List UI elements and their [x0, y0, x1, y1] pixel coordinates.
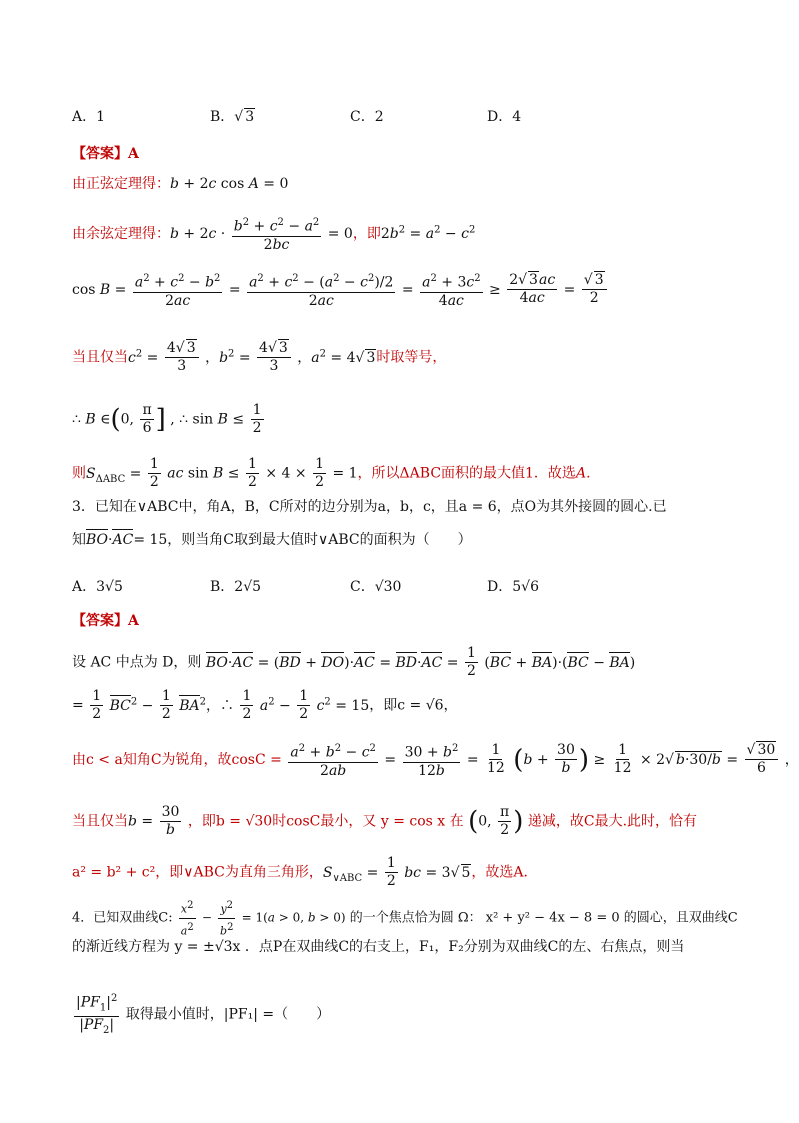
solution-line: 当且仅当$c^2$ = $\frac{4√ 3}{3}$ ，$b^2$ = $\frac{4√ 3}{3}$ ，$a^2 = 4√$ 3时取等号，	[72, 340, 447, 374]
answer-label: 【答案】A	[72, 613, 139, 629]
option-b: B．√ 3	[210, 109, 255, 125]
q3-option-d: D．5√6	[487, 579, 539, 595]
answer-label: 【答案】A	[72, 146, 139, 162]
solution-line: 由正弦定理得：b + 2c cos A = 0	[72, 176, 289, 192]
option-c: C．2	[350, 109, 384, 125]
question-4-line-3: $\frac{|PF_1|^2}{|PF_2|}$ 取得最小值时，|PF₁| =（ ）	[72, 990, 734, 1039]
question-3-line-1: 3．已知在∨ABC中，角A，B，C所对的边分别为a，b，c，且a = 6，点O为其外接圆的圆心.已	[72, 499, 667, 515]
option-a: A．1	[72, 109, 106, 125]
solution-line: ∴ B ∈(0, $\frac{\pi}{6}$ ] , ∴ sin B ≤ $\frac{1}{2}$	[72, 402, 262, 436]
solution-line: = $\frac{1}{2}$ $BC^2$ − $\frac{1}{2}$ $BA^2$，∴ $\frac{1}{2}$ $a^2$ − $\frac{1}{2}$ $c^2 = 15$，即c = √6，	[72, 688, 458, 722]
q3-option-a: A．3√5	[72, 579, 123, 595]
solution-line: cos B = $\frac{a^2 + c^2 - b^2}{2ac}$ = $\frac{a^2 + c^2 - (a^2 - c^2)/2}{2ac}$ = $\frac{a^2 + 3c^2}{4ac}$ ≥ $\frac{2√ 3ac}{4ac}$ = $\frac{√ 3}{2}$	[72, 270, 734, 310]
solution-line: 当且仅当b = $\frac{30}{b}$ ，即b = √30时cosC最小，又 y = cos x 在 (0, $\frac{\pi}{2}$ ) 递减，故C最大.此时，恰有	[72, 804, 698, 838]
q3-option-b: B．2√5	[210, 579, 262, 595]
solution-line: 则$S_{\Delta ABC}$ = $\frac{1}{2}$ ac sin B ≤ $\frac{1}{2}$ × 4 × $\frac{1}{2}$ = 1，所以ΔABC面积的最大值1．故选A．	[72, 456, 601, 490]
solution-line: 由c < a知角C为锐角，故cosC = $\frac{a^2 + b^2 - c^2}{2ab}$ = $\frac{30 + b^2}{12b}$ = $\frac{1}{12}$ (b + $\frac{30}{b}$ ) ≥ $\frac{1}{12}$ × 2√ b·30/b = $\frac{√ 30}{6}$ ，	[72, 740, 734, 780]
question-4-line-1: 4．已知双曲线C: $\frac{x^2}{a^2}$ − $\frac{y^2}{b^2}$ = 1(a > 0, b > 0) 的一个焦点恰为圆 Ω： x² + y² − 4x − 8 = 0 的圆心，且双曲线C	[72, 897, 734, 939]
q3-option-c: C．√30	[350, 579, 402, 595]
solution-line: a² = b² + c²，即∨ABC为直角三角形，$S_{\vee ABC}$ = $\frac{1}{2}$ bc = 3√ 5，故选A．	[72, 855, 538, 889]
solution-line: 由余弦定理得：b + 2c · $\frac{b^2 + c^2 - a^2}{2bc}$ = 0，即$2b^2 = a^2 - c^2$	[72, 214, 734, 254]
option-d: D．4	[487, 109, 522, 125]
question-4-line-2: 的渐近线方程为 y = ±√3x ．点P在双曲线C的右支上，F₁，F₂分别为双曲线C的左、右焦点，则当	[72, 939, 685, 955]
solution-line: 设 AC 中点为 D，则 BO·AC = (BD + DO)·AC = BD·AC = $\frac{1}{2}$ (BC + BA)·(BC − BA)	[72, 645, 636, 679]
question-3-line-2: 知BO·AC= 15，则当角C取到最大值时∨ABC的面积为（ ）	[72, 532, 472, 548]
